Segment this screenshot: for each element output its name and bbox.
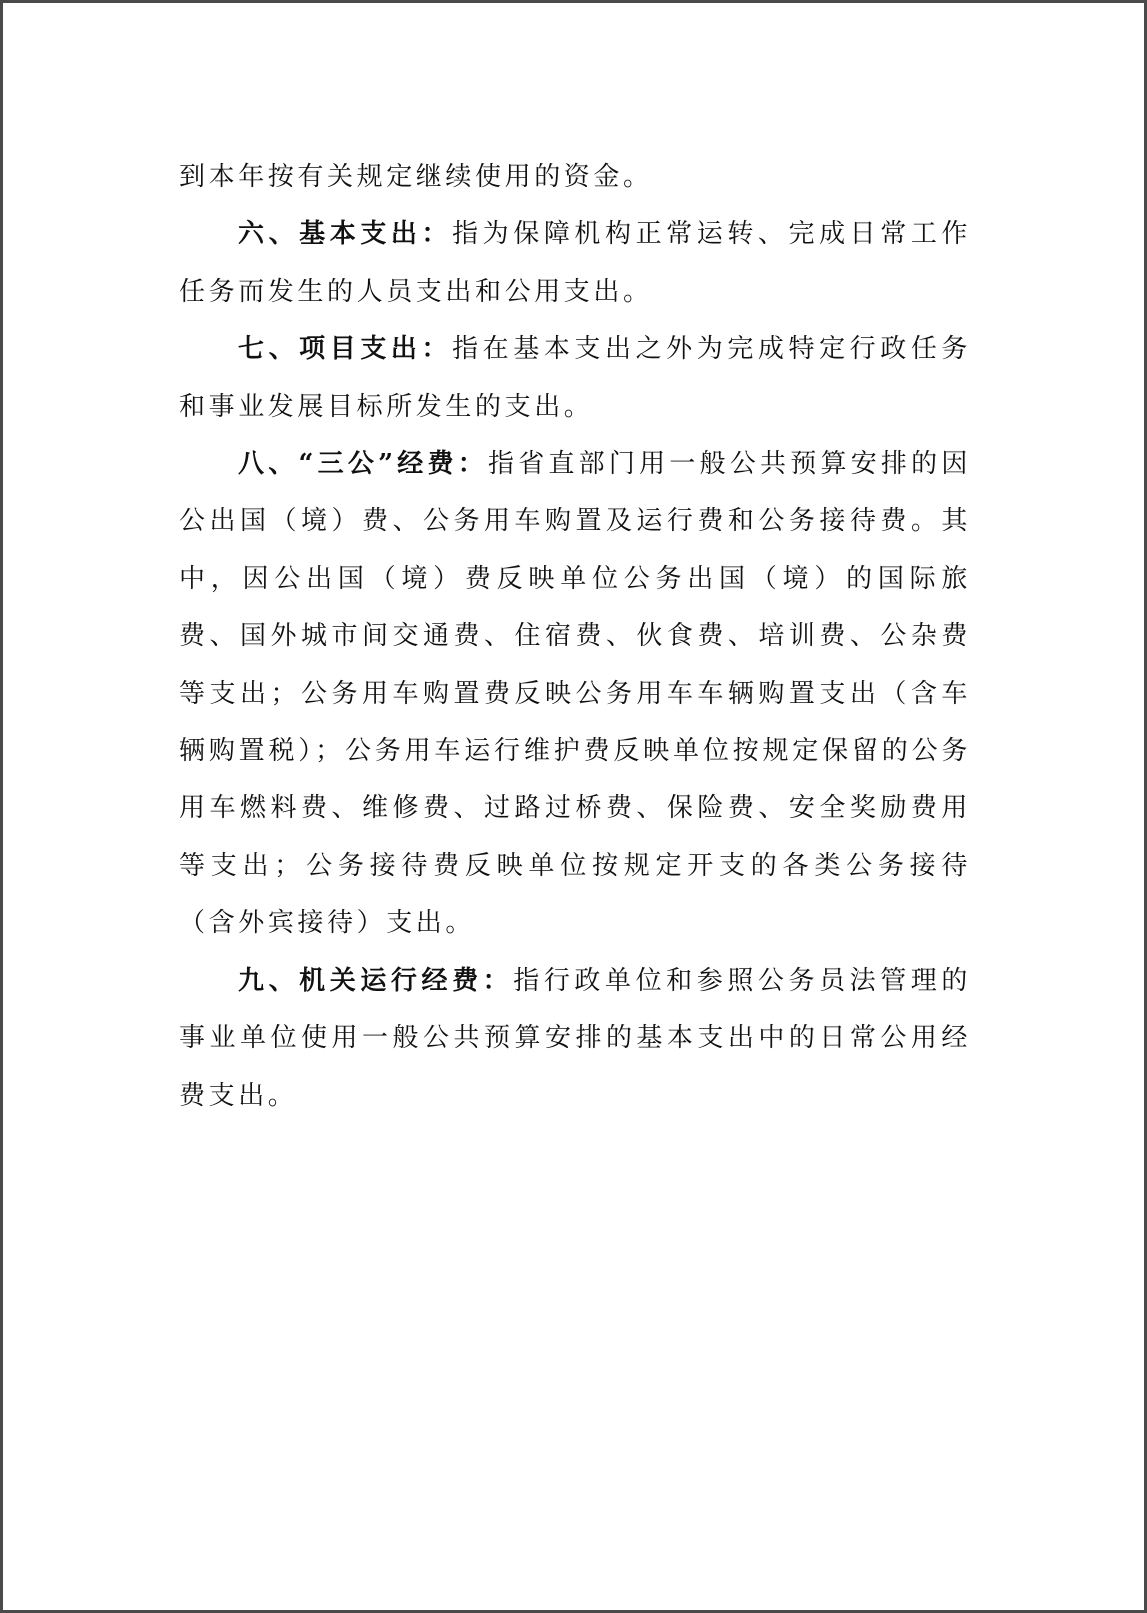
term-heading: 六、基本支出： [238,219,453,250]
paragraph-text: 指为保障机构正常运转、完成日常工作任务而发生的人员支出和公用支出。 [179,219,971,307]
paragraph-text: 到本年按有关规定继续使用的资金。 [179,162,653,192]
term-heading: 七、项目支出： [238,334,453,365]
document-body [179,149,971,1125]
paragraph-text: 指在基本支出之外为完成特定行政任务和事业发展目标所发生的支出。 [179,334,971,422]
paragraph-basic-expenditure [179,206,971,321]
paragraph-three-public-expenses [179,436,971,953]
paragraph-text: 指省直部门用一般公共预算安排的因公出国（境）费、公务用车购置及运行费和公务接待费。其中，因公出国（境）费反映单位公务出国（境）的国际旅费、国外城市间交通费、住宿费、伙食费、培训费、公杂费等支出；公务用车购置费反映公务用车车辆购置支出（含车辆购置税）；公务用车运行维护费反映单位按规定保留的公务用车燃料费、维修费、过路过桥费、保险费、安全奖励费用等支出；公务接待费反映单位按规定开支的各类公务接待（含外宾接待）支出。 [179,449,971,939]
term-heading: 九、机关运行经费： [238,965,514,996]
paragraph-operating-expenses [179,953,971,1125]
paragraph-text: 指行政单位和参照公务员法管理的事业单位使用一般公共预算安排的基本支出中的日常公用经费支出。 [179,965,971,1111]
term-heading: 八、“三公”经费： [238,449,488,480]
paragraph-continuation [179,149,971,206]
paragraph-project-expenditure [179,321,971,436]
